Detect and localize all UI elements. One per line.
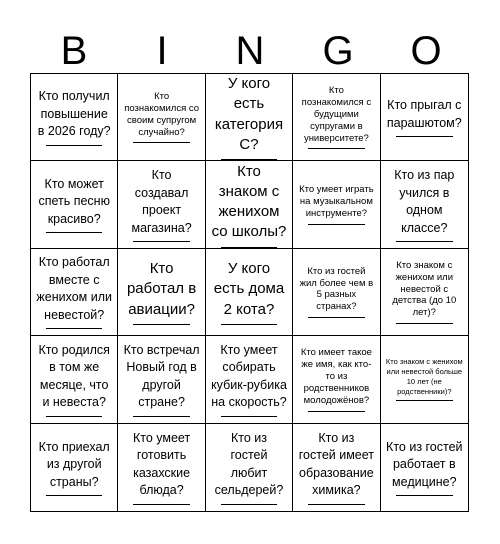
answer-line [308,504,365,505]
bingo-cell-question: Кто умеет собирать кубик-рубика на скорость? [211,342,287,410]
bingo-cell[interactable] [293,74,380,161]
answer-line [133,142,190,143]
bingo-cell[interactable] [206,161,293,248]
answer-line [308,411,365,412]
bingo-cell[interactable] [118,249,205,336]
bingo-cell[interactable] [118,161,205,248]
header-letter-i: I [156,29,168,73]
bingo-cell-question: Кто знаком с женихом со школы? [211,162,287,241]
bingo-cell[interactable] [381,336,468,423]
bingo-cell-question: Кто создавал проект магазина? [131,168,192,235]
answer-line [133,504,190,505]
answer-line [46,145,103,146]
bingo-cell-question: Кто из пар учился в одном классе? [394,168,455,235]
bingo-cell[interactable] [381,161,468,248]
bingo-cell[interactable] [118,74,205,161]
bingo-cell-question: Кто работал в авиации? [126,260,197,318]
bingo-cell[interactable] [31,424,118,511]
answer-line [396,400,453,401]
bingo-cell-question: Кто умеет играть на музыкальном инструменте? [299,184,374,220]
answer-line [133,324,190,325]
bingo-cell[interactable] [381,249,468,336]
bingo-cell[interactable] [206,336,293,423]
bingo-cell-question: У кого есть категория С? [214,75,284,153]
answer-line [133,416,190,417]
bingo-grid [30,73,469,512]
bingo-cell[interactable] [118,424,205,511]
bingo-cell-question: Кто родился в том же месяце, что и невеста? [38,342,110,410]
bingo-cell[interactable] [381,424,468,511]
answer-line [221,159,278,160]
bingo-cell[interactable] [206,249,293,336]
bingo-cell[interactable] [118,336,205,423]
bingo-cell[interactable] [31,74,118,161]
answer-line [396,323,453,324]
answer-line [221,247,278,248]
bingo-cell[interactable] [293,336,380,423]
bingo-cell[interactable] [293,161,380,248]
bingo-cell-question: Кто прыгал с парашютом? [386,98,462,130]
answer-line [396,495,453,496]
header-letter-o: O [410,29,442,73]
bingo-cell-question: Кто знаком с женихом или невестой с детства (до 10 лет)? [392,259,457,319]
bingo-cell-question: Кто познакомился со своим супругом случайно? [124,90,199,138]
answer-line [221,416,278,417]
bingo-cell-question: Кто умеет готовить казахские блюда? [132,430,191,498]
bingo-cell[interactable] [31,336,118,423]
answer-line [46,232,103,233]
bingo-cell-question: Кто знаком с женихом или невестой больше 10 лет (не родственники)? [385,357,463,396]
bingo-cell[interactable] [31,161,118,248]
bingo-header [30,30,470,72]
bingo-cell[interactable] [293,424,380,511]
bingo-cell-question: У кого есть дома 2 кота? [213,260,285,318]
answer-line [396,136,453,137]
bingo-cell-question: Кто может спеть песню красиво? [38,176,110,226]
bingo-cell-question: Кто имеет такое же имя, как кто-то из родственников молодожёнов? [300,347,372,406]
answer-line [308,224,365,225]
answer-line [221,324,278,325]
bingo-cell[interactable] [206,74,293,161]
bingo-cell[interactable] [206,424,293,511]
answer-line [308,317,365,318]
bingo-cell-question: Кто приехал из другой страны? [38,439,110,489]
answer-line [46,495,103,496]
answer-line [133,241,190,242]
header-letter-b: B [60,29,88,73]
answer-line [308,148,365,149]
answer-line [46,328,103,329]
bingo-cell[interactable] [381,74,468,161]
bingo-cell-question: Кто из гостей жил более чем в 5 разных странах? [299,265,374,313]
bingo-cell-question: Кто из гостей любит сельдерей? [214,430,284,498]
header-letter-g: G [322,29,354,73]
bingo-cell[interactable] [31,249,118,336]
bingo-cell[interactable] [293,249,380,336]
bingo-cell-question: Кто из гостей имеет образование химика? [298,430,375,498]
answer-line [221,504,278,505]
bingo-cell-question: Кто из гостей работает в медицине? [386,439,463,489]
bingo-cell-question: Кто получил повышение в 2026 году? [37,89,111,139]
bingo-cell-question: Кто познакомился с будущими супругами в университете? [301,85,372,144]
header-letter-n: N [235,29,265,73]
answer-line [46,416,103,417]
bingo-cell-question: Кто работал вместе с женихом или невестой? [36,255,112,322]
answer-line [396,241,453,242]
bingo-cell-question: Кто встречал Новый год в другой стране? [123,342,200,410]
